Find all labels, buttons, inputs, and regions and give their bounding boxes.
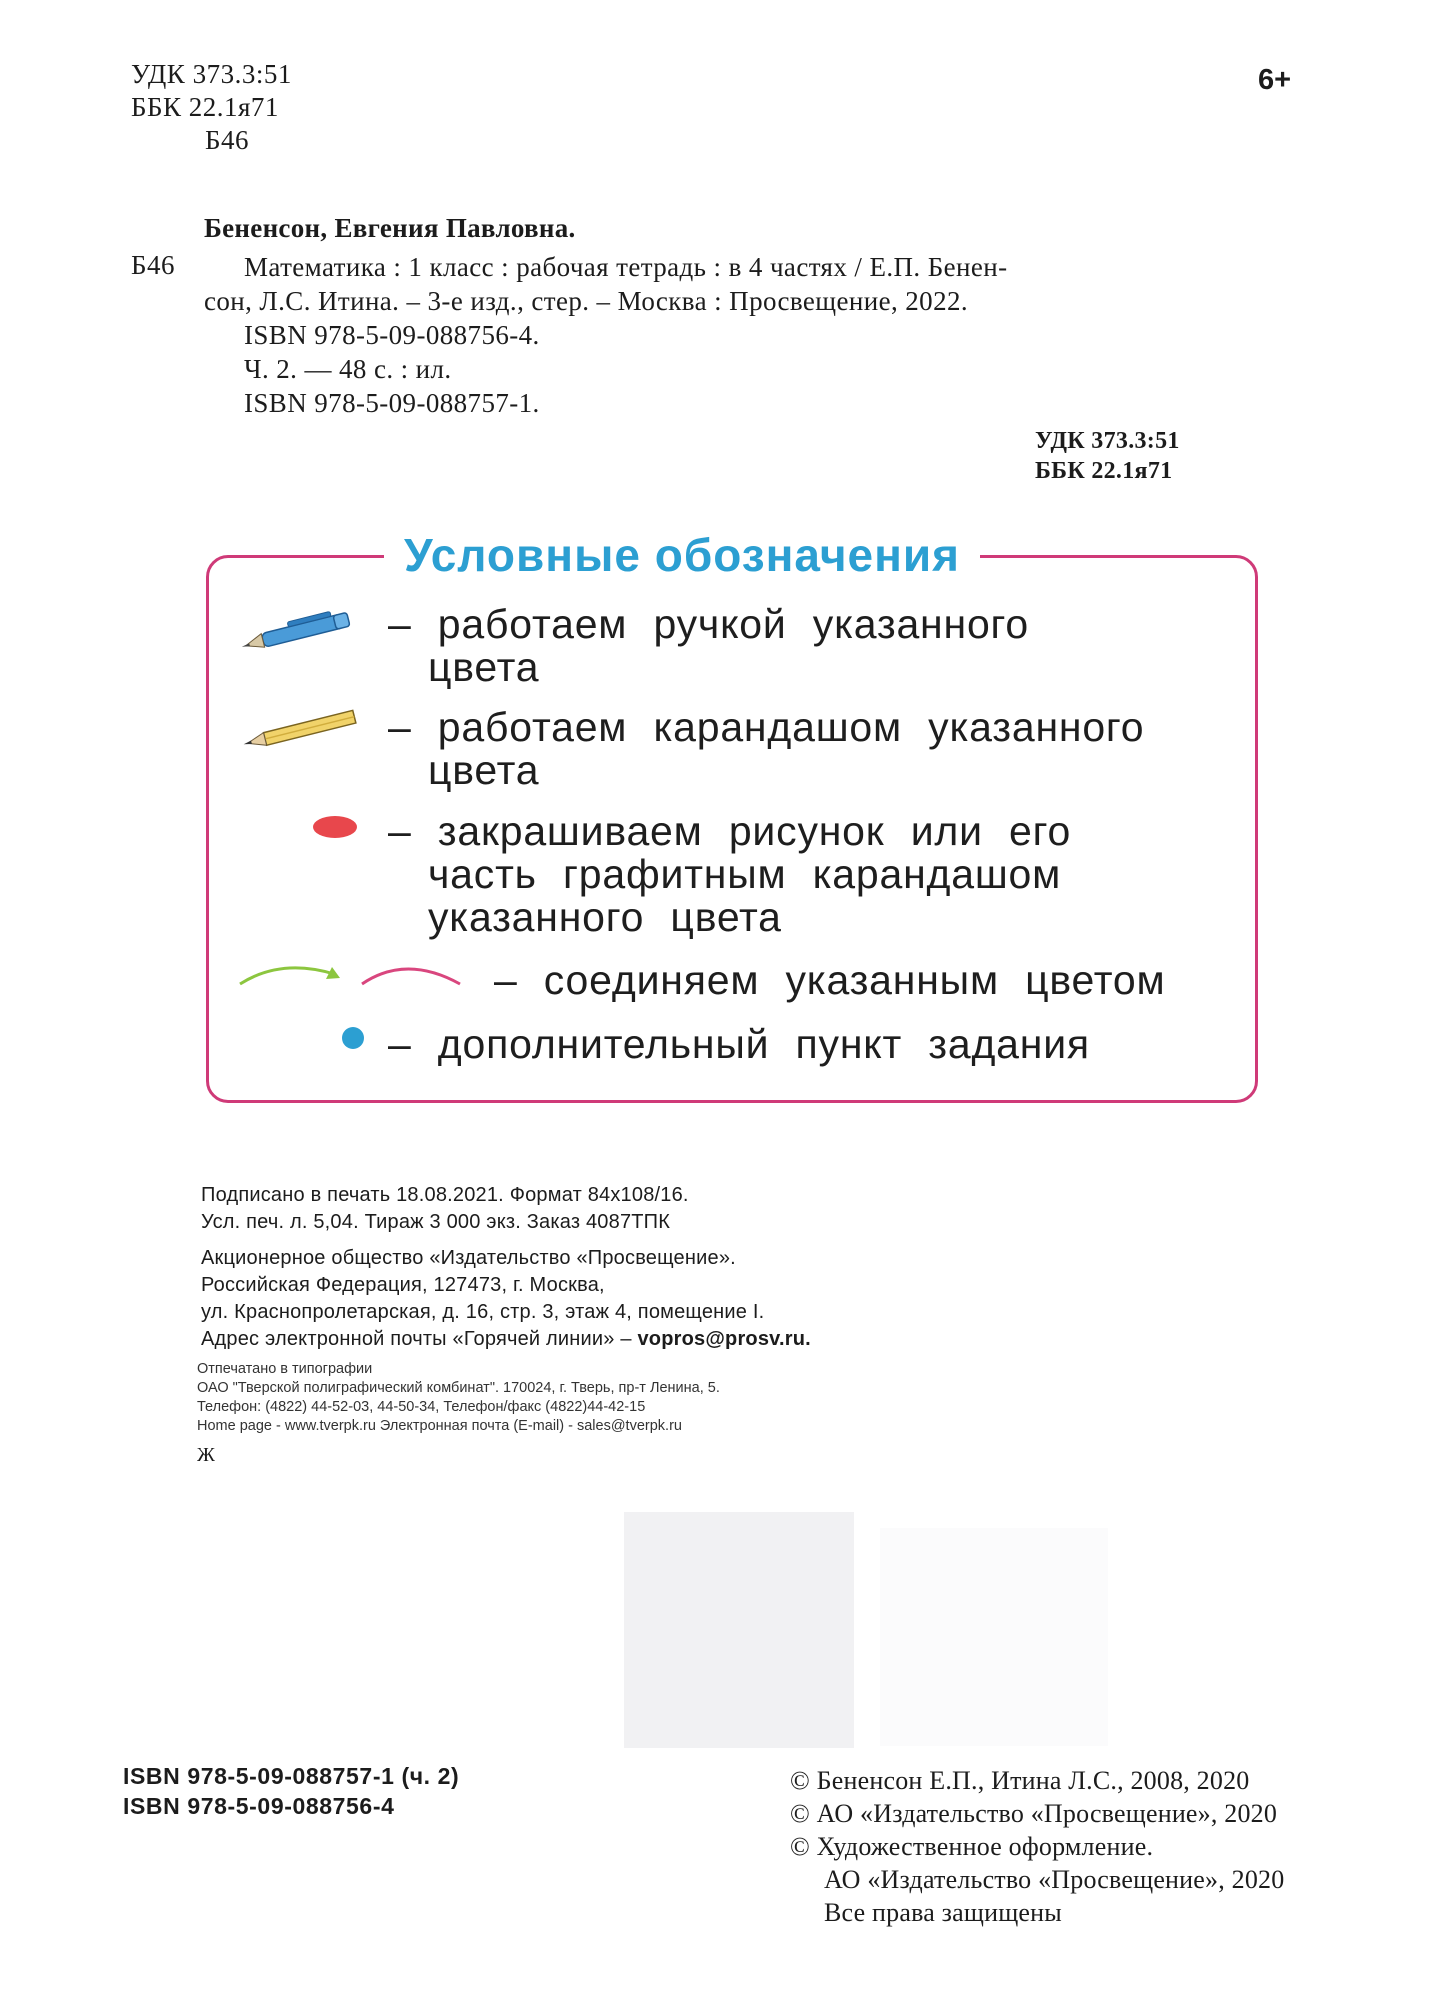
publisher-line: ул. Краснопролетарская, д. 16, стр. 3, этаж 4, помещение I. — [201, 1301, 765, 1323]
imprint-line: Усл. печ. л. 5,04. Тираж 3 000 экз. Заказ 4087ТПК — [201, 1211, 671, 1233]
legend-item-pen — [388, 603, 1029, 689]
legend-line: – работаем ручкой указанного — [388, 601, 1030, 647]
legend-item-fill — [388, 810, 1071, 939]
copyright-line: © Бененсон Е.П., Итина Л.С., 2008, 2020 — [790, 1766, 1250, 1795]
legend-item-extra — [388, 1023, 1090, 1066]
copyright-line: АО «Издательство «Просвещение», 2020 — [824, 1865, 1285, 1894]
printer-line: Home page - www.tverpk.ru Электронная почта (E-mail) - sales@tverpk.ru — [197, 1418, 682, 1434]
pencil-icon — [238, 705, 368, 755]
barcode-area — [880, 1528, 1108, 1746]
bbk-code: ББК 22.1я71 — [131, 92, 279, 122]
connect-arrows-icon — [236, 950, 476, 1000]
bib-line: ISBN 978-5-09-088756-4. — [244, 320, 540, 350]
hotline-label: Адрес электронной почты «Горячей линии» – — [201, 1328, 638, 1350]
rights-reserved: Все права защищены — [824, 1898, 1062, 1927]
bib-line: сон, Л.С. Итина. – 3-е изд., стер. – Москва : Просвещение, 2022. — [204, 286, 969, 316]
legend-line: – дополнительный пункт задания — [388, 1021, 1090, 1067]
udk-code: УДК 373.3:51 — [131, 59, 292, 89]
legend-line: цвета — [428, 747, 540, 793]
isbn-block — [123, 1761, 459, 1821]
bib-line: Математика : 1 класс : рабочая тетрадь : в 4 частях / Е.П. Бенен- — [244, 252, 1008, 282]
printer-logo: Ж — [197, 1444, 215, 1466]
author-sign: Б46 — [205, 125, 250, 155]
bibliographic-description — [204, 250, 1008, 420]
record-code: Б46 — [131, 250, 176, 280]
imprint-line: Подписано в печать 18.08.2021. Формат 84х108/16. — [201, 1184, 689, 1206]
blue-dot-icon — [340, 1025, 366, 1051]
printer-line: ОАО "Тверской полиграфический комбинат". 170024, г. Тверь, пр-т Ленина, 5. — [197, 1380, 720, 1396]
blue-pen-icon — [236, 607, 366, 657]
legend-item-pencil — [388, 706, 1144, 792]
printer-line: Отпечатано в типографии — [197, 1361, 373, 1377]
image-placeholder — [624, 1512, 854, 1748]
bib-line: ISBN 978-5-09-088757-1. — [244, 388, 540, 418]
legend-line: – работаем карандашом указанного — [388, 704, 1145, 750]
record-udk: УДК 373.3:51 — [1035, 428, 1180, 454]
legend-title: Условные обозначения — [384, 528, 980, 582]
legend-line: часть графитным карандашом — [428, 851, 1062, 897]
legend-line: – закрашиваем рисунок или его — [388, 808, 1072, 854]
red-oval-icon — [310, 813, 360, 841]
record-classification — [1035, 426, 1180, 486]
hotline-email-line — [201, 1326, 811, 1353]
isbn-part: ISBN 978-5-09-088757-1 (ч. 2) — [123, 1763, 460, 1789]
record-bbk: ББК 22.1я71 — [1035, 458, 1173, 484]
legend-line: – соединяем указанным цветом — [494, 957, 1166, 1003]
copyright-line: © АО «Издательство «Просвещение», 2020 — [790, 1799, 1278, 1828]
legend-line: указанного цвета — [428, 894, 782, 940]
copyright-block — [790, 1764, 1284, 1929]
hotline-email: vopros@prosv.ru. — [637, 1328, 811, 1350]
legend-line: цвета — [428, 644, 540, 690]
legend-item-connect — [494, 959, 1165, 1002]
publisher-line: Российская Федерация, 127473, г. Москва, — [201, 1274, 605, 1296]
bib-line: Ч. 2. — 48 с. : ил. — [244, 354, 452, 384]
copyright-line: © Художественное оформление. — [790, 1832, 1154, 1861]
imprint — [201, 1182, 811, 1353]
isbn-set: ISBN 978-5-09-088756-4 — [123, 1793, 395, 1819]
classification-codes — [131, 58, 292, 157]
printer-info — [197, 1360, 720, 1436]
record-author: Бененсон, Евгения Павловна. — [204, 213, 576, 243]
age-rating: 6+ — [1258, 64, 1292, 96]
publisher-line: Акционерное общество «Издательство «Просвещение». — [201, 1247, 736, 1269]
printer-line: Телефон: (4822) 44-52-03, 44-50-34, Телефон/факс (4822)44-42-15 — [197, 1399, 646, 1415]
